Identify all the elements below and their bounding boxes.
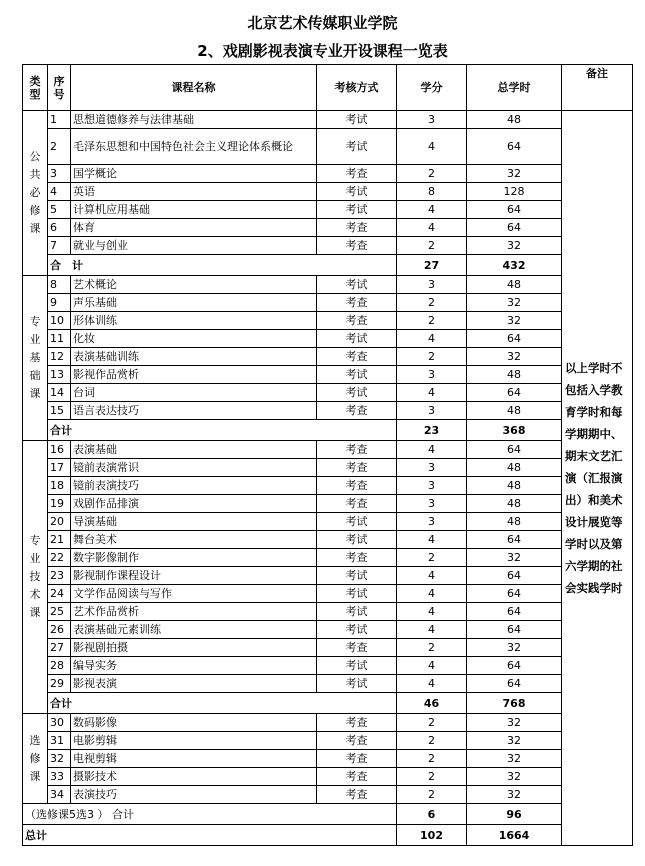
course-name: 影视作品赏析 [71,366,317,384]
course-type-char: 修 [29,204,41,217]
credit-value: 2 [397,312,467,330]
course-row [23,366,633,384]
note-cell: 以上学时不包括入学教育学时和每学期期中、期末文艺汇演（汇报演出）和美术设计展览等学时以及第六学期的社会实践学时 [562,111,633,846]
exam-method: 考试 [317,201,397,219]
course-row [23,585,633,603]
course-number: 25 [48,603,71,621]
exam-method: 考查 [317,459,397,477]
exam-method: 考查 [317,312,397,330]
exam-method: 考查 [317,237,397,255]
hours-value: 64 [467,201,562,219]
course-row [23,750,633,768]
course-number: 21 [48,531,71,549]
course-type-char: 术 [29,588,41,601]
hours-value: 32 [467,312,562,330]
course-number: 11 [48,330,71,348]
grand-total-hours: 1664 [467,825,562,846]
subtotal-credit: 46 [397,693,467,714]
exam-method: 考试 [317,384,397,402]
course-name: 英语 [71,183,317,201]
credit-value: 2 [397,639,467,657]
seq-header [48,65,71,111]
course-type-cell [23,441,48,714]
type-header-1: 类 [29,74,41,88]
credit-value: 4 [397,129,467,165]
course-name: 戏剧作品排演 [71,495,317,513]
course-row [23,402,633,420]
exam-method: 考试 [317,657,397,675]
exam-method: 考查 [317,639,397,657]
course-table-body [23,65,633,846]
course-row [23,459,633,477]
course-number: 30 [48,714,71,732]
seq-header-1: 序 [53,74,65,88]
course-type-char: 课 [29,387,41,400]
course-type-char: 课 [29,606,41,619]
course-name: 化妆 [71,330,317,348]
course-type-char: 础 [29,369,41,382]
exam-method: 考查 [317,477,397,495]
course-row [23,183,633,201]
note-header: 备注 [562,65,633,111]
course-type-char: 业 [29,333,41,346]
exam-method: 考试 [317,111,397,129]
hours-value: 48 [467,495,562,513]
course-number: 31 [48,732,71,750]
exam-method: 考查 [317,549,397,567]
exam-method-header: 考核方式 [317,65,397,111]
hours-value: 64 [467,441,562,459]
course-number: 23 [48,567,71,585]
credit-value: 4 [397,384,467,402]
grand-total-row [23,825,633,846]
course-type-cell [23,276,48,441]
course-name: 毛泽东思想和中国特色社会主义理论体系概论 [71,129,317,165]
exam-method: 考试 [317,603,397,621]
course-row [23,657,633,675]
hours-value: 32 [467,639,562,657]
hours-value: 64 [467,567,562,585]
course-type-char: 课 [29,769,41,783]
hours-value: 128 [467,183,562,201]
course-name: 编导实务 [71,657,317,675]
course-name: 导演基础 [71,513,317,531]
course-number: 29 [48,675,71,693]
course-number: 26 [48,621,71,639]
course-number: 20 [48,513,71,531]
subtotal-credit: 27 [397,255,467,276]
credit-value: 2 [397,549,467,567]
course-row [23,786,633,804]
subtotal-hours: 768 [467,693,562,714]
course-row [23,237,633,255]
course-name: 台词 [71,384,317,402]
course-row [23,330,633,348]
course-row [23,477,633,495]
subtotal-row [23,693,633,714]
course-name: 表演基础元素训练 [71,621,317,639]
course-name: 舞台美术 [71,531,317,549]
course-name: 文学作品阅读与写作 [71,585,317,603]
course-number: 15 [48,402,71,420]
course-number: 28 [48,657,71,675]
credit-value: 4 [397,603,467,621]
exam-method: 考试 [317,513,397,531]
course-table [22,64,633,846]
exam-method: 考试 [317,276,397,294]
exam-method: 考查 [317,495,397,513]
subtotal-credit: 23 [397,420,467,441]
credit-value: 2 [397,768,467,786]
hours-value: 32 [467,294,562,312]
type-header [23,65,48,111]
credit-value: 3 [397,402,467,420]
subtotal-row [23,420,633,441]
course-type-char: 共 [29,168,41,181]
course-row [23,312,633,330]
course-row [23,129,633,165]
course-number: 7 [48,237,71,255]
hours-value: 32 [467,768,562,786]
credit-value: 3 [397,495,467,513]
course-name: 就业与创业 [71,237,317,255]
exam-method: 考查 [317,441,397,459]
course-row [23,531,633,549]
grand-total-credit: 102 [397,825,467,846]
course-name: 艺术作品赏析 [71,603,317,621]
credit-value: 2 [397,165,467,183]
exam-method: 考查 [317,348,397,366]
exam-method: 考查 [317,219,397,237]
credit-value: 2 [397,750,467,768]
hours-value: 64 [467,603,562,621]
course-number: 1 [48,111,71,129]
hours-value: 32 [467,549,562,567]
course-row [23,384,633,402]
exam-method: 考查 [317,732,397,750]
credit-value: 2 [397,237,467,255]
course-number: 19 [48,495,71,513]
hours-value: 64 [467,585,562,603]
subtotal-hours: 368 [467,420,562,441]
course-row [23,111,633,129]
course-number: 6 [48,219,71,237]
exam-method: 考试 [317,567,397,585]
course-type-cell [23,714,48,804]
course-name: 电视剪辑 [71,750,317,768]
hours-value: 32 [467,750,562,768]
exam-method: 考试 [317,585,397,603]
course-number: 33 [48,768,71,786]
course-name: 表演技巧 [71,786,317,804]
credit-value: 4 [397,219,467,237]
hours-value: 48 [467,111,562,129]
subtotal-label: （选修课5选3 ） 合计 [23,804,397,825]
course-number: 14 [48,384,71,402]
hours-value: 64 [467,621,562,639]
credit-value: 4 [397,330,467,348]
credit-value: 4 [397,201,467,219]
subtotal-label: 合计 [48,420,397,441]
course-row [23,441,633,459]
course-type-char: 基 [29,351,41,364]
hours-value: 32 [467,786,562,804]
course-row [23,549,633,567]
credit-value: 8 [397,183,467,201]
credit-value: 4 [397,675,467,693]
exam-method: 考查 [317,402,397,420]
credit-value: 3 [397,459,467,477]
subtotal-hours: 96 [467,804,562,825]
course-number: 3 [48,165,71,183]
course-type-cell [23,111,48,276]
exam-method: 考查 [317,714,397,732]
school-title: 北京艺术传媒职业学院 [247,14,398,32]
credit-value: 2 [397,786,467,804]
hours-value: 64 [467,675,562,693]
hours-value: 64 [467,384,562,402]
course-type-char: 技 [29,570,41,583]
hours-value: 48 [467,459,562,477]
course-type-char: 修 [29,751,41,765]
course-name: 艺术概论 [71,276,317,294]
course-type-char: 业 [29,552,41,565]
seq-header-2: 号 [53,87,65,101]
header-row [23,65,633,111]
type-header-2: 型 [29,87,41,101]
grand-total-label: 总计 [23,825,397,846]
course-row [23,603,633,621]
credit-value: 2 [397,294,467,312]
course-number: 5 [48,201,71,219]
credit-value: 3 [397,513,467,531]
hours-value: 64 [467,657,562,675]
exam-method: 考查 [317,165,397,183]
exam-method: 考试 [317,675,397,693]
course-number: 22 [48,549,71,567]
credit-value: 3 [397,366,467,384]
course-name: 数字影像制作 [71,549,317,567]
credit-value: 4 [397,585,467,603]
course-number: 12 [48,348,71,366]
credit-value: 3 [397,111,467,129]
course-row [23,621,633,639]
hours-value: 48 [467,366,562,384]
course-name: 语言表达技巧 [71,402,317,420]
course-type-char: 选 [29,733,41,747]
hours-value: 32 [467,165,562,183]
course-name-header: 课程名称 [71,65,317,111]
hours-value: 48 [467,402,562,420]
course-name: 国学概论 [71,165,317,183]
course-number: 13 [48,366,71,384]
course-type-char: 专 [29,315,41,328]
course-row [23,675,633,693]
subtotal-row [23,804,633,825]
credit-value: 3 [397,276,467,294]
course-name: 电影剪辑 [71,732,317,750]
course-row [23,276,633,294]
course-row [23,768,633,786]
hours-value: 48 [467,477,562,495]
credit-value: 3 [397,477,467,495]
exam-method: 考试 [317,366,397,384]
course-row [23,165,633,183]
subtotal-row [23,255,633,276]
course-row [23,348,633,366]
course-number: 27 [48,639,71,657]
course-name: 体育 [71,219,317,237]
exam-method: 考试 [317,183,397,201]
subtotal-hours: 432 [467,255,562,276]
course-name: 镜前表演常识 [71,459,317,477]
course-number: 2 [48,129,71,165]
course-name: 表演基础训练 [71,348,317,366]
exam-method: 考查 [317,750,397,768]
course-number: 9 [48,294,71,312]
exam-method: 考查 [317,294,397,312]
course-row [23,201,633,219]
subtotal-credit: 6 [397,804,467,825]
course-name: 计算机应用基础 [71,201,317,219]
course-row [23,294,633,312]
subtotal-label: 合计 [48,693,397,714]
course-row [23,513,633,531]
course-name: 表演基础 [71,441,317,459]
credit-value: 4 [397,441,467,459]
hours-value: 64 [467,219,562,237]
credit-value: 2 [397,348,467,366]
hours-value: 48 [467,276,562,294]
course-name: 摄影技术 [71,768,317,786]
hours-header: 总学时 [467,65,562,111]
exam-method: 考试 [317,330,397,348]
course-name: 声乐基础 [71,294,317,312]
hours-value: 64 [467,531,562,549]
credit-value: 4 [397,657,467,675]
hours-value: 32 [467,237,562,255]
course-type-char: 必 [29,186,41,199]
hours-value: 32 [467,732,562,750]
exam-method: 考试 [317,621,397,639]
exam-method: 考查 [317,768,397,786]
credit-value: 4 [397,567,467,585]
course-number: 34 [48,786,71,804]
hours-value: 48 [467,513,562,531]
course-name: 数码影像 [71,714,317,732]
exam-method: 考查 [317,786,397,804]
course-row [23,567,633,585]
course-type-char: 专 [29,534,41,547]
credit-value: 2 [397,714,467,732]
course-type-char: 课 [29,222,41,235]
credit-value: 2 [397,732,467,750]
course-name: 影视表演 [71,675,317,693]
exam-method: 考试 [317,531,397,549]
course-name: 镜前表演技巧 [71,477,317,495]
exam-method: 考试 [317,129,397,165]
course-row [23,639,633,657]
course-row [23,714,633,732]
course-row [23,219,633,237]
course-name: 形体训练 [71,312,317,330]
course-number: 8 [48,276,71,294]
course-row [23,732,633,750]
course-number: 4 [48,183,71,201]
course-row [23,495,633,513]
course-number: 16 [48,441,71,459]
credit-value: 4 [397,621,467,639]
course-number: 32 [48,750,71,768]
course-type-char: 公 [29,150,41,163]
table-title: 2、戏剧影视表演专业开设课程一览表 [197,42,448,60]
course-name: 思想道德修养与法律基础 [71,111,317,129]
subtotal-label: 合 计 [48,255,397,276]
hours-value: 64 [467,330,562,348]
hours-value: 32 [467,348,562,366]
hours-value: 32 [467,714,562,732]
course-name: 影视剧拍摄 [71,639,317,657]
course-number: 18 [48,477,71,495]
credit-header: 学分 [397,65,467,111]
hours-value: 64 [467,129,562,165]
course-number: 17 [48,459,71,477]
credit-value: 4 [397,531,467,549]
course-number: 24 [48,585,71,603]
course-name: 影视制作课程设计 [71,567,317,585]
course-number: 10 [48,312,71,330]
